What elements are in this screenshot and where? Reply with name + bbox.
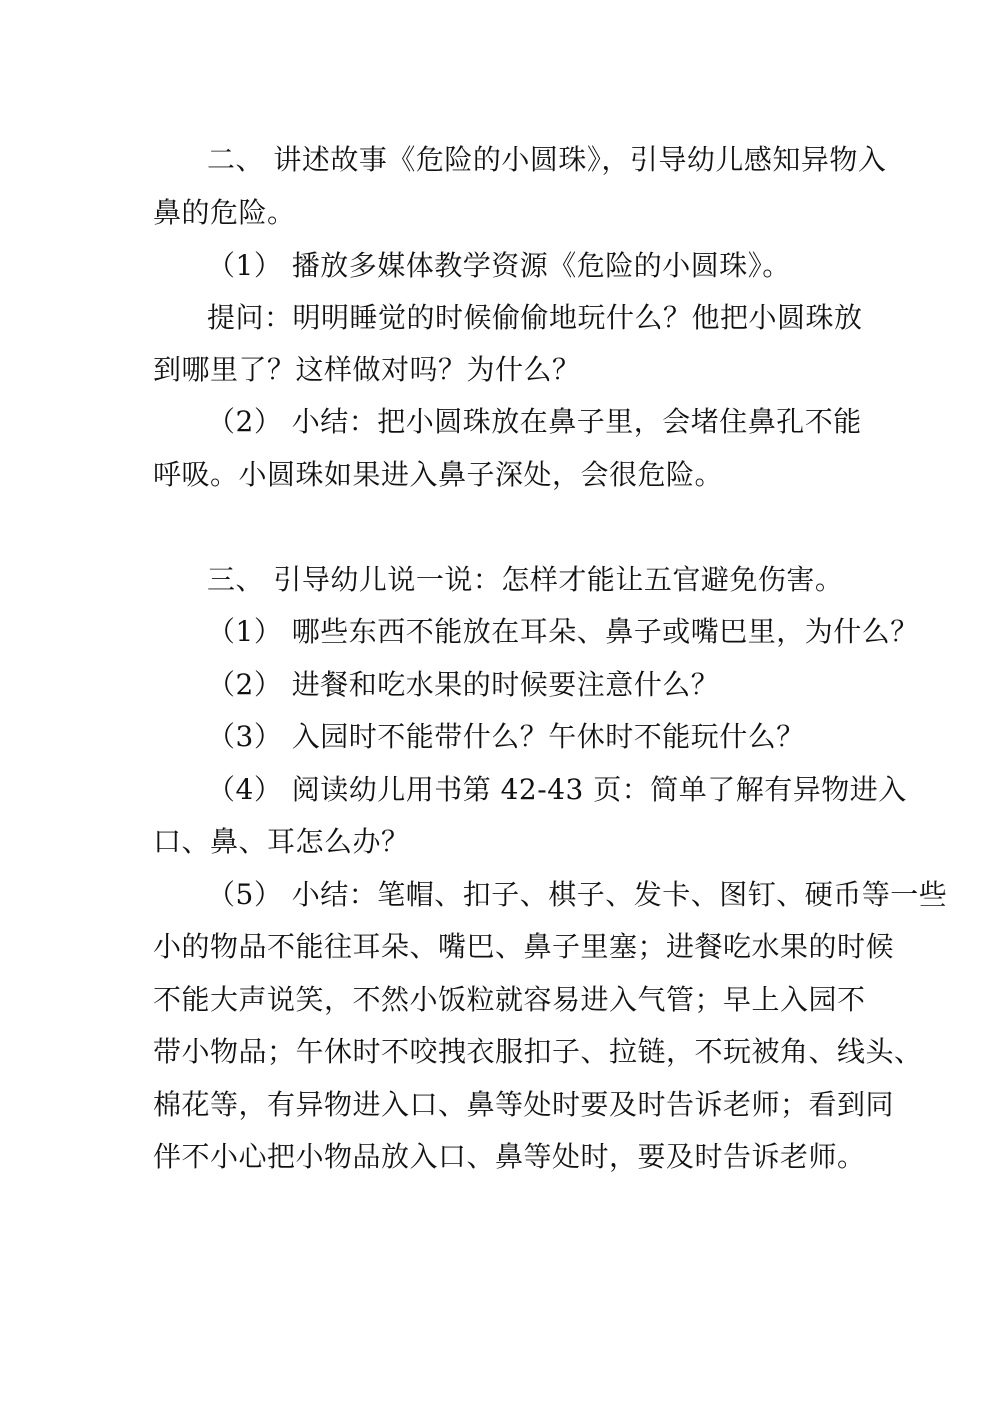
section-three-item-5-line4: 带小物品；午休时不咬拽衣服扣子、拉链，不玩被角、线头、 — [153, 1035, 923, 1068]
section-three-item-5-line5: 棉花等，有异物进入口、鼻等处时要及时告诉老师；看到同 — [153, 1088, 895, 1121]
section-three-item-5-line3: 不能大声说笑，不然小饭粒就容易进入气管；早上入园不 — [153, 983, 866, 1016]
section-three-item-5-line1: （5） 小结：笔帽、扣子、棋子、发卡、图钉、硬币等一些 — [207, 878, 948, 911]
section-three-heading: 三、 引导幼儿说一说：怎样才能让五官避免伤害。 — [207, 563, 844, 596]
section-two-question-line1: 提问：明明睡觉的时候偷偷地玩什么？他把小圆珠放 — [207, 301, 863, 334]
section-two-item-2-line1: （2） 小结：把小圆珠放在鼻子里，会堵住鼻孔不能 — [207, 405, 862, 438]
section-two-heading-line2: 鼻的危险。 — [153, 196, 296, 229]
section-three-item-4-line2: 口、鼻、耳怎么办？ — [153, 825, 410, 858]
section-two-item-1: （1） 播放多媒体教学资源《危险的小圆珠》。 — [207, 249, 791, 282]
section-three-item-1: （1） 哪些东西不能放在耳朵、鼻子或嘴巴里，为什么？ — [207, 615, 919, 648]
section-three-item-5-line6: 伴不小心把小物品放入口、鼻等处时，要及时告诉老师。 — [153, 1140, 866, 1173]
section-two-item-2-line2: 呼吸。小圆珠如果进入鼻子深处，会很危险。 — [153, 458, 724, 491]
section-three-item-5-line2: 小的物品不能往耳朵、嘴巴、鼻子里塞；进餐吃水果的时候 — [153, 930, 895, 963]
section-three-item-3: （3） 入园时不能带什么？午休时不能玩什么？ — [207, 720, 805, 753]
section-two-heading-line1: 二、 讲述故事《危险的小圆珠》，引导幼儿感知异物入 — [207, 143, 887, 176]
section-three-item-4-line1: （4） 阅读幼儿用书第 42-43 页：简单了解有异物进入 — [207, 773, 907, 806]
section-two-question-line2: 到哪里了？这样做对吗？为什么？ — [153, 353, 581, 386]
section-three-item-2: （2） 进餐和吃水果的时候要注意什么？ — [207, 668, 720, 701]
